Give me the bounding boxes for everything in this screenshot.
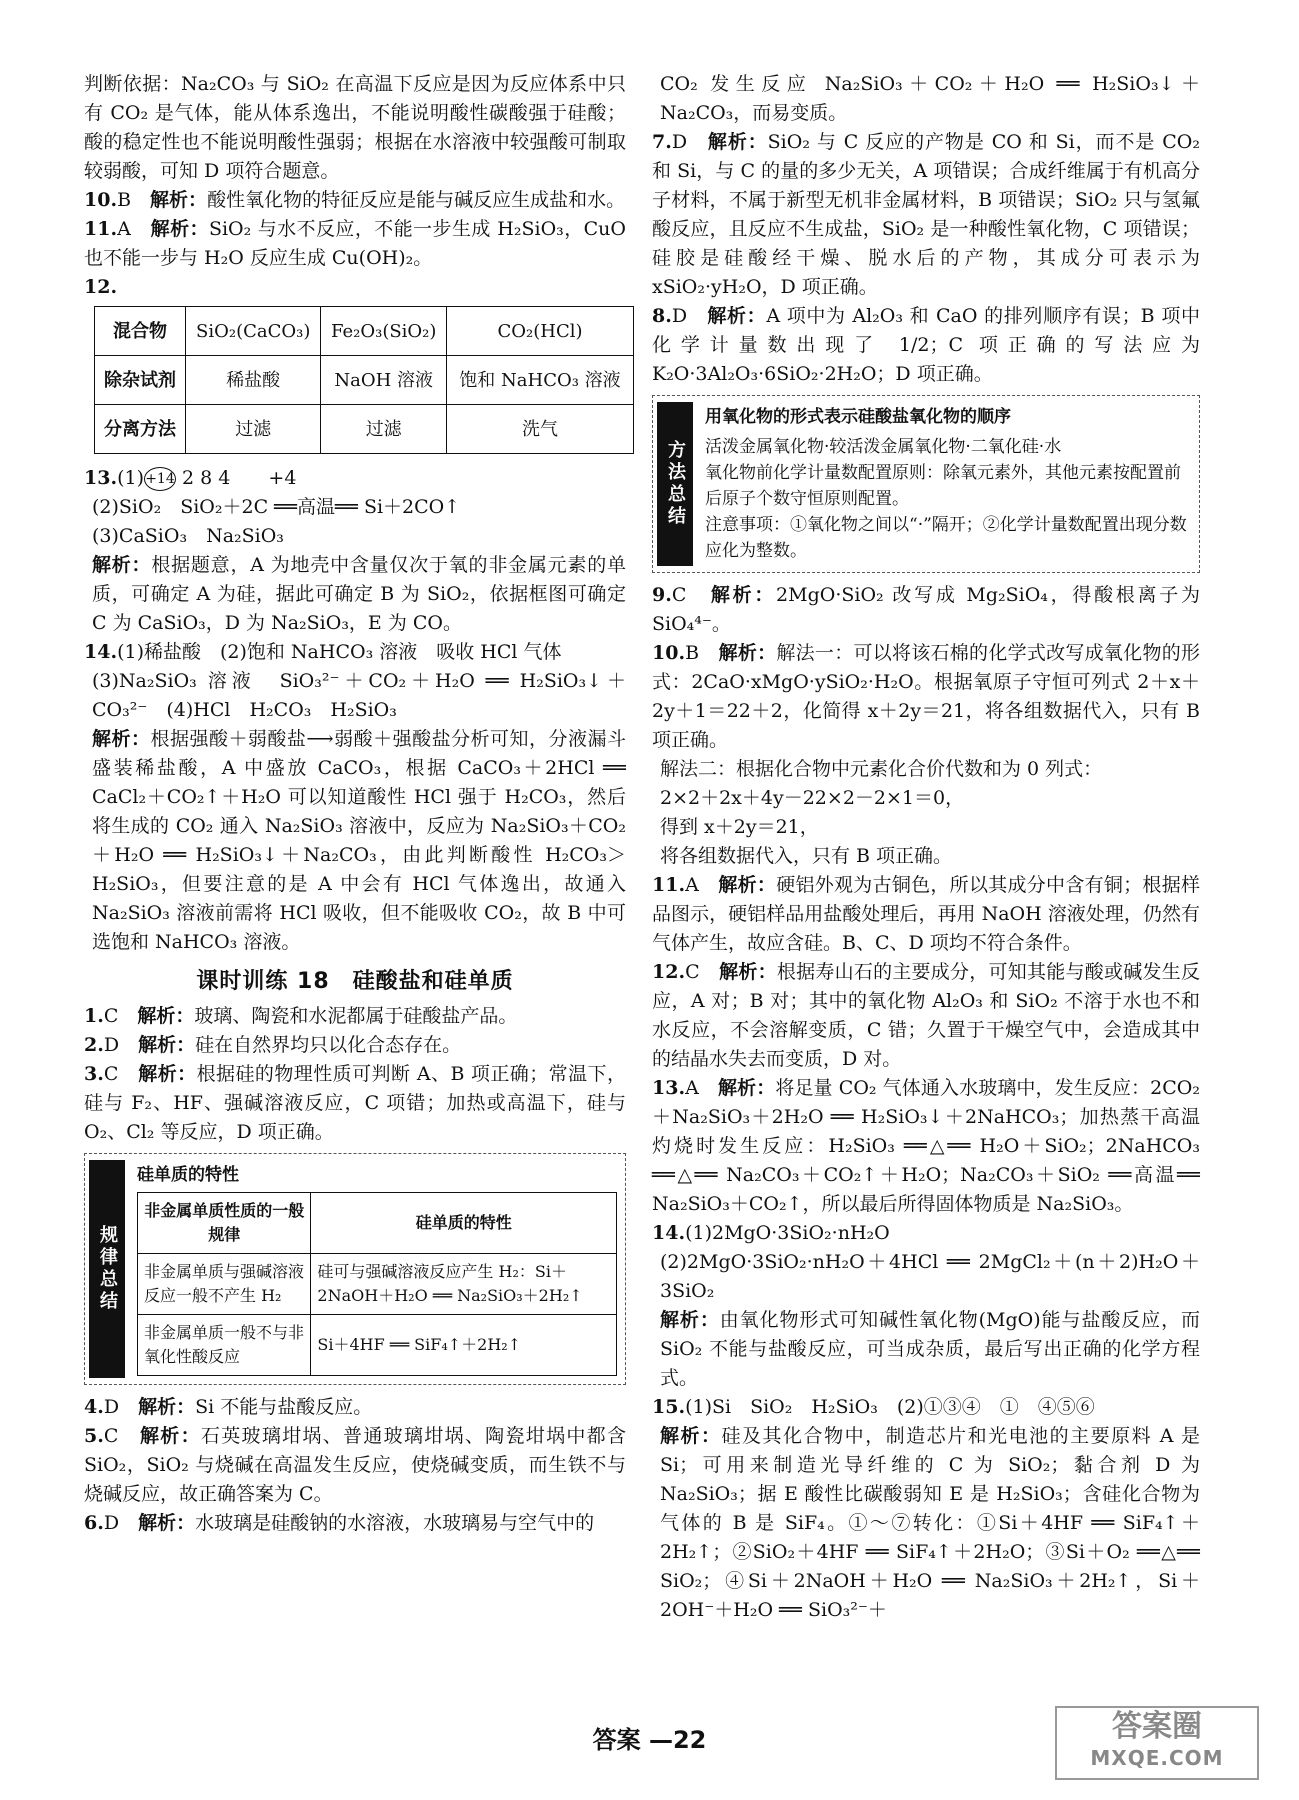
answer-s9: 9.C 解析：2MgO·SiO₂ 改写成 Mg₂SiO₄，得酸根离子为 SiO₄⁴⁻。 <box>652 584 1200 635</box>
answer-s14: 14.(1)2MgO·3SiO₂·nH₂O <box>652 1222 890 1244</box>
answer-s13: 13.A 解析：将足量 CO₂ 气体通入水玻璃中，发生反应：2CO₂＋Na₂SiO₃＋2H₂O ══ H₂SiO₃↓＋2NaHCO₃；加热蒸干高温灼烧时发生反应：H₂SiO₃ ══△══ H₂O＋SiO₂；2NaHCO₃ ══△══ Na₂CO₃＋CO₂↑＋H₂O；Na₂CO₃＋SiO₂ ══高温══ Na₂SiO₃＋CO₂↑，所以最后所得固体物质是 Na₂SiO₃。 <box>652 1077 1200 1215</box>
purification-table <box>94 306 634 454</box>
answer-s7: 7.D 解析：SiO₂ 与 C 反应的产物是 CO 和 Si，而不是 CO₂ 和 Si，与 C 的量的多少无关，A 项错误；合成纤维属于有机高分子材料，不属于新型无机非金属材料，B 项错误；SiO₂ 只与氢氟酸反应，且反应不生成盐，SiO₂ 是一种酸性氧化物，C 项错误；硅胶是硅酸经干燥、脱水后的产物，其成分可表示为 xSiO₂·yH₂O，D 项正确。 <box>652 131 1200 298</box>
silicon-properties-table <box>137 1192 617 1376</box>
answer-s10: 10.B 解析：解法一：可以将该石棉的化学式改写成氧化物的形式：2CaO·xMgO·ySiO₂·H₂O。根据氧原子守恒可列式 2＋x＋2y＋1＝22＋2，化简得 x＋2y＝21，将各组数据代入，只有 B 项正确。 <box>652 642 1200 751</box>
answer-s1: 1.C 解析：玻璃、陶瓷和水泥都属于硅酸盐产品。 <box>84 1005 518 1027</box>
atom-structure-icon: +14 <box>144 467 176 491</box>
table-row: 除杂试剂 稀盐酸 NaOH 溶液 饱和 NaHCO₃ 溶液 <box>95 356 634 405</box>
answer-14: 14.(1)稀盐酸 (2)饱和 NaHCO₃ 溶液 吸收 HCl 气体 <box>84 641 562 663</box>
answer-s15: 15.(1)Si SiO₂ H₂SiO₃ (2)①③④ ① ④⑤⑥ <box>652 1396 1095 1418</box>
box-side-label: 方法总结 <box>657 402 693 566</box>
answer-s8: 8.D 解析：A 项中为 Al₂O₃ 和 CaO 的排列顺序有误；B 项中化学计量数出现了 1/2；C 项正确的写法应为 K₂O·3Al₂O₃·6SiO₂·2H₂O；D 项正确。 <box>652 305 1200 385</box>
answer-12: 12. <box>84 276 118 298</box>
box-title: 硅单质的特性 <box>137 1165 239 1185</box>
answer-11: 11.A 解析：SiO₂ 与水不反应，不能一步生成 H₂SiO₃，CuO 也不能一步与 H₂O 反应生成 Cu(OH)₂。 <box>84 218 626 269</box>
rule-summary-box <box>84 1153 626 1385</box>
left-column: 判断依据：Na₂CO₃ 与 SiO₂ 在高温下反应是因为反应体系中只有 CO₂ 是气体，能从体系逸出，不能说明酸性碳酸强于硅酸；酸的稳定性也不能说明酸性强弱；根据在水溶液中较强酸可制取较弱酸，可知 D 项符合题意。 10.B 解析：酸性氧化物的特征反应是能与碱反应生成盐和水。 11.A 解析：SiO₂ 与水不反应，不能一步生成 H₂SiO₃，CuO 也不能一步与 H₂O 反应生成 Cu(OH)₂。 12. 混合物 SiO₂(CaCO₃) Fe₂O₃(SiO₂) CO₂(HCl) 除杂试剂 稀盐酸 NaOH 溶液 饱和 NaHCO₃ 溶液 分离方法 过滤 过滤 洗气 13.(1)+14 2 8 4 +4 (2)SiO₂ SiO₂＋2C ══高温══ Si＋2CO↑ (3)CaSiO₃ Na₂SiO₃ 解析：根据题意，A 为地壳中含量仅次于氧的非金属元素的单质，可确定 A 为硅，据此可确定 B 为 SiO₂，依据框图可确定 C 为 CaSiO₃，D 为 Na₂SiO₃，E 为 CO。 14.(1)稀盐酸 (2)饱和 NaHCO₃ 溶液 吸收 HCl 气体 (3)Na₂SiO₃ 溶液 SiO₃²⁻＋CO₂＋H₂O ══ H₂SiO₃↓＋CO₃²⁻ (4)HCl H₂CO₃ H₂SiO₃ 解析：根据强酸＋弱酸盐⟶弱酸＋强酸盐分析可知，分液漏斗盛装稀盐酸，A 中盛放 CaCO₃，根据 CaCO₃＋2HCl ══ CaCl₂＋CO₂↑＋H₂O 可以知道酸性 HCl 强于 H₂CO₃，然后将生成的 CO₂ 通入 Na₂SiO₃ 溶液中，反应为 Na₂SiO₃＋CO₂＋H₂O ══ H₂SiO₃↓＋Na₂CO₃，由此判断酸性 H₂CO₃＞H₂SiO₃，但要注意的是 A 中会有 HCl 气体逸出，故通入 Na₂SiO₃ 溶液前需将 HCl 吸收，但不能吸收 CO₂，故 B 中可选饱和 NaHCO₃ 溶液。 课时训练 18 硅酸盐和硅单质 1.C 解析：玻璃、陶瓷和水泥都属于硅酸盐产品。 2.D 解析：硅在自然界均只以化合态存在。 3.C 解析：根据硅的物理性质可判断 A、B 项正确；常温下，硅与 F₂、HF、强碱溶液反应，C 项错；加热或高温下，硅与 O₂、Cl₂ 等反应，D 项正确。 规律总结 硅单质的特性 非金属单质性质的一般规律 硅单质的特性 非金属单质与强碱溶液反应一般不产生 H₂ 硅可与强碱溶液反应产生 H₂：Si＋2NaOH＋H₂O ══ Na₂SiO₃＋2H₂↑ 非金属单质一般不与非氧化性酸反应 Si＋4HF ══ SiF₄↑＋2H₂↑ 4.D 解析：Si 不能与盐酸反应。 5.C 解析：石英玻璃坩埚、普通玻璃坩埚、陶瓷坩埚中都含 SiO₂，SiO₂ 与烧碱在高温发生反应，使烧碱变质，而生铁不与烧碱反应，故正确答案为 C。 6.D 解析：水玻璃是硅酸钠的水溶液，水玻璃易与空气中的 <box>84 70 626 1538</box>
table-row: 非金属单质与强碱溶液反应一般不产生 H₂ 硅可与强碱溶液反应产生 H₂：Si＋2NaOH＋H₂O ══ Na₂SiO₃＋2H₂↑ <box>138 1254 617 1315</box>
answer-s4: 4.D 解析：Si 不能与盐酸反应。 <box>84 1396 373 1418</box>
method-summary-box: 方法总结 用氧化物的形式表示硅酸盐氧化物的顺序 活泼金属氧化物·较活泼金属氧化物·二氧化硅·水 氧化物前化学计量数配置原则：除氧元素外，其他元素按配置前后原子个数守恒原则配置。 注意事项：①氧化物之间以“·”隔开；②化学计量数配置出现分数应化为整数。 <box>652 395 1200 573</box>
table-row: 分离方法 过滤 过滤 洗气 <box>95 405 634 454</box>
box-side-label: 规律总结 <box>89 1160 125 1378</box>
answer-s6-continued: CO₂ 发生反应 Na₂SiO₃＋CO₂＋H₂O ══ H₂SiO₃↓＋Na₂CO₃，而易变质。 <box>660 73 1200 124</box>
table-row: 非金属单质性质的一般规律 硅单质的特性 <box>138 1193 617 1254</box>
box-title: 用氧化物的形式表示硅酸盐氧化物的顺序 <box>705 407 1011 427</box>
paragraph-continued: 判断依据：Na₂CO₃ 与 SiO₂ 在高温下反应是因为反应体系中只有 CO₂ 是气体，能从体系逸出，不能说明酸性碳酸强于硅酸；酸的稳定性也不能说明酸性强弱；根据在水溶液中较强酸可制取较弱酸，可知 D 项符合题意。 <box>84 73 626 182</box>
page-footer: 答案 —22 <box>592 1726 707 1754</box>
electron-shells: 2 8 4 <box>182 467 231 489</box>
section-title: 课时训练 18 硅酸盐和硅单质 <box>196 969 514 994</box>
answer-s12: 12.C 解析：根据寿山石的主要成分，可知其能与酸或碱发生反应，A 对；B 对；其中的氧化物 Al₂O₃ 和 SiO₂ 不溶于水也不和水反应，不会溶解变质，C 错；久置于干燥空气中，会造成其中的结晶水失去而变质，D 对。 <box>652 961 1200 1070</box>
table-row: 非金属单质一般不与非氧化性酸反应 Si＋4HF ══ SiF₄↑＋2H₂↑ <box>138 1315 617 1376</box>
table-row: 混合物 SiO₂(CaCO₃) Fe₂O₃(SiO₂) CO₂(HCl) <box>95 307 634 356</box>
answer-s6: 6.D 解析：水玻璃是硅酸钠的水溶液，水玻璃易与空气中的 <box>84 1512 595 1534</box>
watermark-logo: 答案圈 MXQE.COM <box>1055 1706 1259 1780</box>
answer-s5: 5.C 解析：石英玻璃坩埚、普通玻璃坩埚、陶瓷坩埚中都含 SiO₂，SiO₂ 与烧碱在高温发生反应，使烧碱变质，而生铁不与烧碱反应，故正确答案为 C。 <box>84 1425 626 1505</box>
answer-s3: 3.C 解析：根据硅的物理性质可判断 A、B 项正确；常温下，硅与 F₂、HF、强碱溶液反应，C 项错；加热或高温下，硅与 O₂、Cl₂ 等反应，D 项正确。 <box>84 1063 626 1143</box>
right-column: CO₂ 发生反应 Na₂SiO₃＋CO₂＋H₂O ══ H₂SiO₃↓＋Na₂CO₃，而易变质。 7.D 解析：SiO₂ 与 C 反应的产物是 CO 和 Si，而不是 CO₂ 和 Si，与 C 的量的多少无关，A 项错误；合成纤维属于有机高分子材料，不属于新型无机非金属材料，B 项错误；SiO₂ 只与氢氟酸反应，且反应不生成盐，SiO₂ 是一种酸性氧化物，C 项错误；硅胶是硅酸经干燥、脱水后的产物，其成分可表示为 xSiO₂·yH₂O，D 项正确。 8.D 解析：A 项中为 Al₂O₃ 和 CaO 的排列顺序有误；B 项中化学计量数出现了 1/2；C 项正确的写法应为 K₂O·3Al₂O₃·6SiO₂·2H₂O；D 项正确。 方法总结 用氧化物的形式表示硅酸盐氧化物的顺序 活泼金属氧化物·较活泼金属氧化物·二氧化硅·水 氧化物前化学计量数配置原则：除氧元素外，其他元素按配置前后原子个数守恒原则配置。 注意事项：①氧化物之间以“·”隔开；②化学计量数配置出现分数应化为整数。 9.C 解析：2MgO·SiO₂ 改写成 Mg₂SiO₄，得酸根离子为 SiO₄⁴⁻。 10.B 解析：解法一：可以将该石棉的化学式改写成氧化物的形式：2CaO·xMgO·ySiO₂·H₂O。根据氧原子守恒可列式 2＋x＋2y＋1＝22＋2，化简得 x＋2y＝21，将各组数据代入，只有 B 项正确。 解法二：根据化合物中元素化合价代数和为 0 列式： 2×2＋2x＋4y－22×2－2×1＝0， 得到 x＋2y＝21， 将各组数据代入，只有 B 项正确。 11.A 解析：硬铝外观为古铜色，所以其成分中含有铜；根据样品图示，硬铝样品用盐酸处理后，再用 NaOH 溶液处理，仍然有气体产生，故应含硅。B、C、D 项均不符合条件。 12.C 解析：根据寿山石的主要成分，可知其能与酸或碱发生反应，A 对；B 对；其中的氧化物 Al₂O₃ 和 SiO₂ 不溶于水也不和水反应，不会溶解变质，C 错；久置于干燥空气中，会造成其中的结晶水失去而变质，D 对。 13.A 解析：将足量 CO₂ 气体通入水玻璃中，发生反应：2CO₂＋Na₂SiO₃＋2H₂O ══ H₂SiO₃↓＋2NaHCO₃；加热蒸干高温灼烧时发生反应：H₂SiO₃ ══△══ H₂O＋SiO₂；2NaHCO₃ ══△══ Na₂CO₃＋CO₂↑＋H₂O；Na₂CO₃＋SiO₂ ══高温══ Na₂SiO₃＋CO₂↑，所以最后所得固体物质是 Na₂SiO₃。 14.(1)2MgO·3SiO₂·nH₂O (2)2MgO·3SiO₂·nH₂O＋4HCl ══ 2MgCl₂＋(n＋2)H₂O＋3SiO₂ 解析：由氧化物形式可知碱性氧化物(MgO)能与盐酸反应，而 SiO₂ 不能与盐酸反应，可当成杂质，最后写出正确的化学方程式。 15.(1)Si SiO₂ H₂SiO₃ (2)①③④ ① ④⑤⑥ 解析：硅及其化合物中，制造芯片和光电池的主要原料 A 是 Si；可用来制造光导纤维的 C 为 SiO₂；黏合剂 D 为 Na₂SiO₃；据 E 酸性比碳酸弱知 E 是 H₂SiO₃；含硅化合物为气体的 B 是 SiF₄。①～⑦转化：①Si＋4HF ══ SiF₄↑＋2H₂↑；②SiO₂＋4HF ══ SiF₄↑＋2H₂O；③Si＋O₂ ══△══ SiO₂；④Si＋2NaOH＋H₂O ══ Na₂SiO₃＋2H₂↑，Si＋2OH⁻＋H₂O ══ SiO₃²⁻＋ <box>652 70 1200 1625</box>
answer-13: 13.(1)+14 2 8 4 +4 <box>84 467 297 489</box>
answer-10: 10.B 解析：酸性氧化物的特征反应是能与碱反应生成盐和水。 <box>84 189 626 211</box>
answer-s11: 11.A 解析：硬铝外观为古铜色，所以其成分中含有铜；根据样品图示，硬铝样品用盐酸处理后，再用 NaOH 溶液处理，仍然有气体产生，故应含硅。B、C、D 项均不符合条件。 <box>652 874 1200 954</box>
answer-s2: 2.D 解析：硅在自然界均只以化合态存在。 <box>84 1034 462 1056</box>
